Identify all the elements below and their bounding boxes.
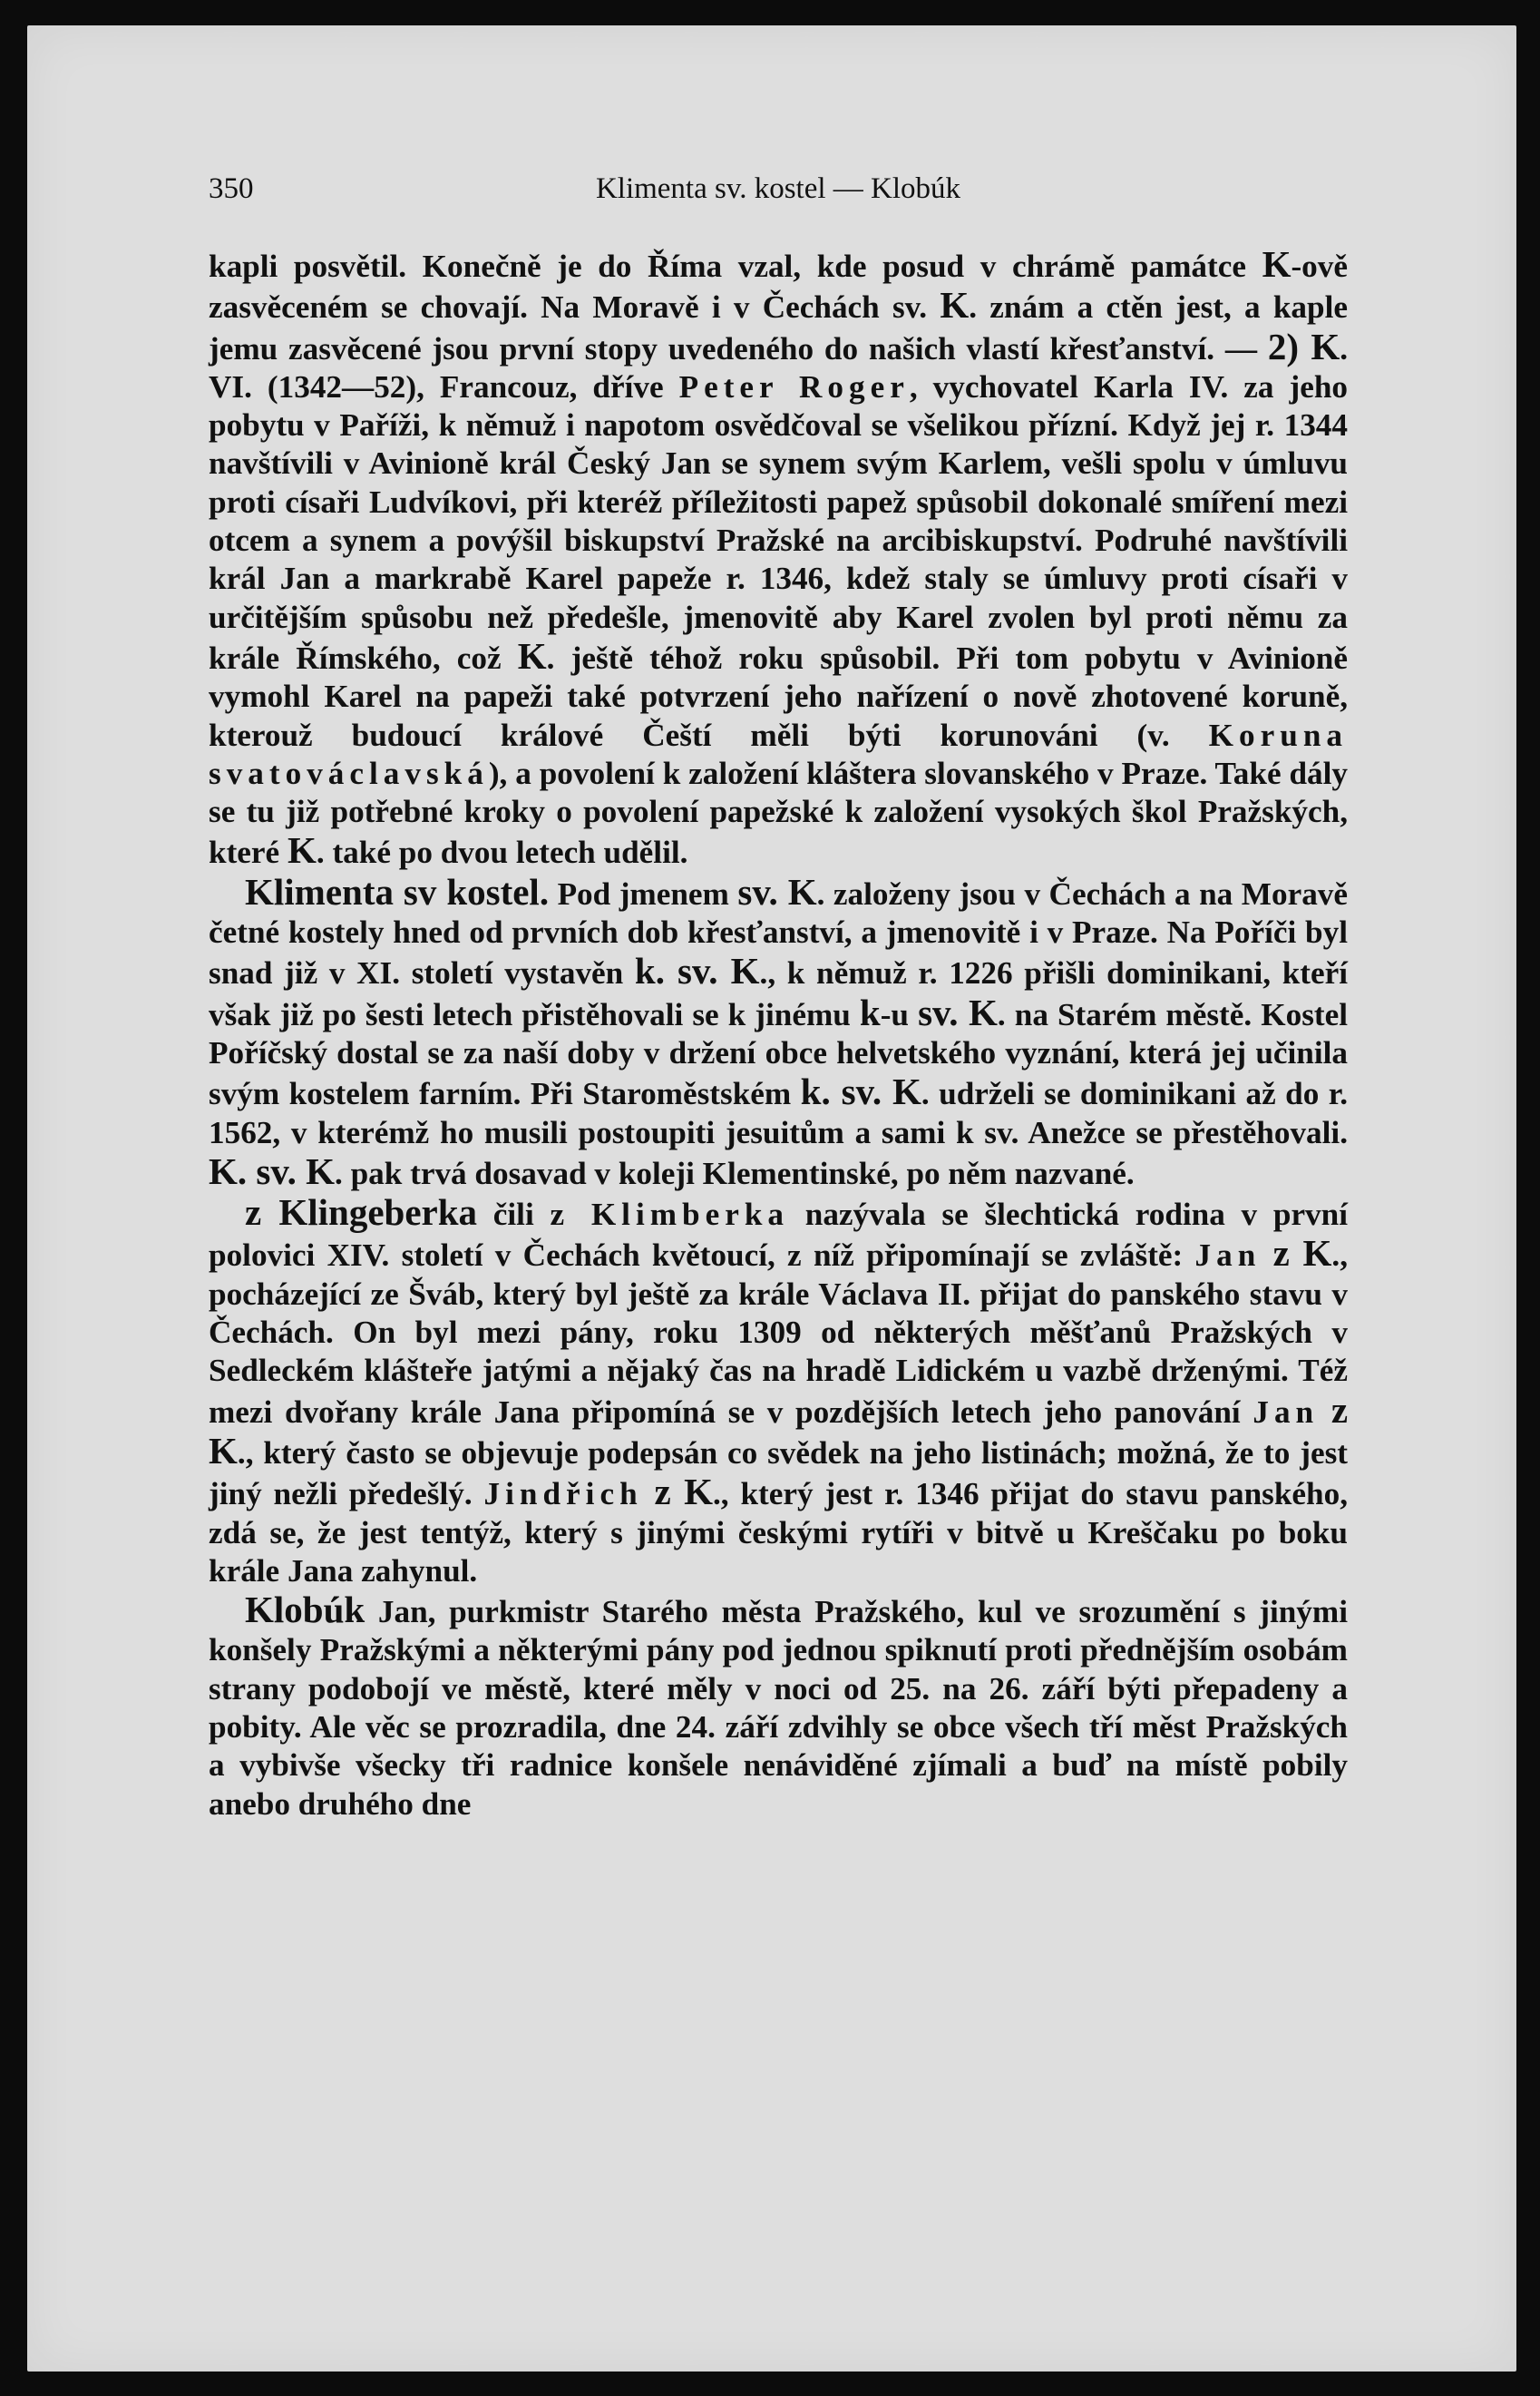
text-run: ), a povolení k založení kláštera slovanského v Praze. Také dály se tu již potřebné kroky o povolení papežské k založení vysokých škol Pražských, které xyxy=(209,755,1348,871)
entry-headword: Klimenta sv kostel. xyxy=(245,870,550,913)
entry-headword: z Klingeberka xyxy=(245,1191,478,1234)
abbreviation: K xyxy=(517,634,547,677)
text-run: ., který často se objevuje podepsán co svědek na jeho listinách; možná, že to jest jiný nežli předešlý. xyxy=(209,1434,1348,1512)
text-run: . na Starém městě. Kostel Poříčský dostal se za naší doby v držení obce helvetského vyznání, která jej učinila svým kostelem farním. Při Staroměstském xyxy=(209,996,1349,1112)
abbreviation: K xyxy=(287,829,317,872)
page-number: 350 xyxy=(209,172,254,205)
abbreviation: sv. K xyxy=(737,870,817,913)
spaced-name: Peter Roger xyxy=(678,368,910,405)
abbreviation: K xyxy=(940,284,970,327)
body-text xyxy=(209,245,1348,1824)
text-run: . VI. (1342—52), Francouz, dříve xyxy=(209,330,1349,405)
text-run: . pak trvá dosavad v koleji Klementinské, po něm nazvané. xyxy=(334,1155,1135,1191)
spaced-name: Jindřich xyxy=(483,1476,643,1512)
text-run xyxy=(643,1476,655,1511)
text-run: čili xyxy=(477,1197,551,1233)
spaced-name: z Klimberka xyxy=(550,1197,790,1233)
abbreviation: K. sv. K xyxy=(209,1149,335,1192)
text-run: -u xyxy=(880,996,919,1032)
text-run: Pod jmenem xyxy=(549,875,738,912)
abbreviation: sv. K xyxy=(918,991,998,1033)
text-run: ., pocházející ze Šváb, který byl ještě za krále Václava II. přijat do panského stavu v Čechách. On byl mezi pány, roku 1309 od některých měšťanů Pražských v Sedleckém klášteře jatými a nějaký čas na hradě Lidickém u vazbě drženými. Též mezi dvořany krále Jana připomíná se v pozdějších letech jeho panování xyxy=(209,1237,1349,1430)
spaced-name: Jan xyxy=(1252,1394,1320,1430)
abbreviation: K xyxy=(1262,243,1291,285)
text-run: . založeny jsou v Čechách a na Moravě četné kostely hned od prvních dob křesťanství, a jmenovitě i v Praze. Na Poříči byl snad již v XI. století vystavěn xyxy=(209,875,1348,992)
text-run: . ještě téhož roku spůsobil. Při tom pobytu v Avinioně vymohl Karel na papeži také potvrzení jeho nařízení o nově zhotovené koruně, kterouž budoucí králové Čeští měli býti korunováni (v. xyxy=(209,640,1348,753)
abbreviation: k. sv. K xyxy=(800,1071,921,1113)
text-run: . udrželi se dominikani až do r. 1562, v kterémž ho musili postoupiti jesuitům a sami k sv. Anežce se přestěhovali. xyxy=(209,1076,1348,1150)
abbreviation: k. sv. K xyxy=(634,950,760,993)
continued-paragraph xyxy=(209,245,1348,873)
dictionary-entry xyxy=(209,1193,1348,1590)
abbreviation: z K xyxy=(209,1388,1349,1472)
abbreviation: 2) K xyxy=(1267,325,1340,367)
text-run: Jan, purkmistr Starého města Pražského, kul ve srozumění s jinými konšely Pražskými a některými pány pod jednou spiknutí proti přednějším osobám strany podobojí ve městě, které měly v noci od 25. na 26. září býti přepadeny a pobity. Ale věc se prozradila, dne 24. září zdvihly se obce všech tří měst Pražských a vybivše všecky tři radnice konšele nenáviděné zjímali a buď na místě pobily anebo druhého dne xyxy=(209,1594,1348,1822)
text-run: nazývala se šlechtická rodina v první polovici XIV. století v Čechách květoucí, z níž připomínají se zvláště: xyxy=(209,1197,1348,1274)
page-header xyxy=(209,172,1348,212)
dictionary-entry xyxy=(209,1590,1348,1824)
text-run: ., k němuž r. 1226 přišli dominikani, kteří však již po šesti letech přistěhovali se k jinému xyxy=(209,955,1348,1032)
text-run xyxy=(1319,1394,1331,1430)
text-run: -ově zasvěceném se chovají. Na Moravě i v Čechách sv. xyxy=(209,249,1348,326)
spaced-name: Koruna svatováclavská xyxy=(209,717,1348,791)
text-run: , vychovatel Karla IV. za jeho pobytu v Paříži, k němuž i napotom osvědčoval se všelikou přízní. Když jej r. 1344 navštívili v Avinioně král Český Jan se synem svým Karlem, vešli spolu v úmluvu proti císaři Ludvíkovi, při kteréž příležitosti papež spůsobil dokonalé smíření mezi otcem a synem a povýšil biskupství Pražské na arcibiskupství. Podruhé navštívili král Jan a markrabě Karel papeže r. 1346, kdež staly se úmluvy proti císaři v určitějším spůsobu než předešle, jmenovitě aby Karel zvolen byl proti němu za krále Římského, což xyxy=(209,368,1349,676)
spaced-name: Jan xyxy=(1194,1237,1262,1274)
abbreviation: z K xyxy=(1272,1232,1332,1275)
entry-headword: Klobúk xyxy=(245,1589,366,1631)
text-run: kapli posvětil. Konečně je do Říma vzal, kde posud v chrámě památce xyxy=(209,249,1262,284)
text-run: ., který jest r. 1346 přijat do stavu panského, zdá se, že jest tentýž, který s jinými českými rytíři v bitvě u Kreščaku po boku krále Jana zahynul. xyxy=(209,1476,1348,1589)
text-run: . znám a ctěn jest, a kaple jemu zasvěcené jsou první stopy uvedeného do našich vlastí křesťanství. — xyxy=(209,289,1348,367)
abbreviation: k xyxy=(859,991,881,1033)
abbreviation: z K xyxy=(654,1471,713,1513)
dictionary-entry xyxy=(209,870,1349,1193)
text-run xyxy=(1261,1237,1272,1273)
running-title: Klimenta sv. kostel — Klobúk xyxy=(595,172,961,205)
text-run: . také po dvou letech udělil. xyxy=(316,835,688,871)
